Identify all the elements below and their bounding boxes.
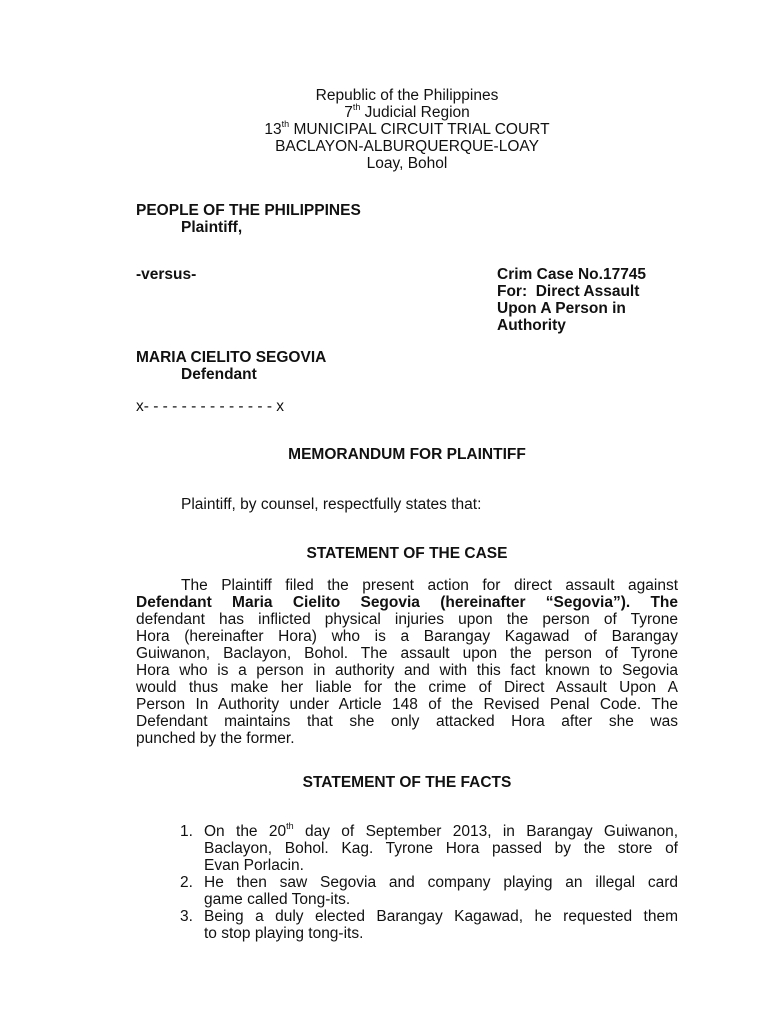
defendant-role: Defendant [181,366,257,383]
intro-text: Plaintiff, by counsel, respectfully states that: [181,496,482,513]
facts-list [136,820,679,942]
list-line: On the 20th day of September 2013, in Barangay Guiwanon, [204,820,679,840]
header-region: 7th Judicial Region [344,101,470,121]
header-municipalities: BACLAYON-ALBURQUERQUE-LOAY [275,138,539,155]
list-line: He then saw Segovia and company playing an illegal card [204,874,678,891]
paragraph-line: Defendant Maria Cielito Segovia (hereinafter “Segovia”). The [136,594,678,611]
list-number: 3. [180,908,193,925]
paragraph-line: Hora (hereinafter Hora) who is a Barangay Kagawad of Barangay [136,628,678,645]
case-line: Crim Case No.17745 [497,266,647,283]
paragraph-line: Person In Authority under Article 148 of the Revised Penal Code. The [136,696,678,713]
list-line: Evan Porlacin. [204,857,304,874]
list-item [136,820,679,874]
plaintiff-role: Plaintiff, [181,219,243,236]
court-header [0,87,768,172]
versus-label: -versus- [136,266,197,283]
header-republic: Republic of the Philippines [315,87,499,104]
paragraph-line: Defendant maintains that she only attacked Hora after she was [136,713,678,730]
plaintiff-name: PEOPLE OF THE PHILIPPINES [136,202,361,219]
case-heading: STATEMENT OF THE CASE [306,545,508,562]
paragraph-line: The Plaintiff filed the present action for direct assault against [181,577,678,594]
paragraph-line: would thus make her liable for the crime of Direct Assault Upon A [136,679,678,696]
list-line: to stop playing tong-its. [204,925,364,942]
case-line: Authority [497,317,566,334]
case-line: For: Direct Assault [497,283,640,300]
paragraph-line: Hora who is a person in authority and with this fact known to Segovia [136,662,678,679]
paragraph-line: Guiwanon, Baclayon, Bohol. The assault upon the person of Tyrone [136,645,678,662]
list-item [136,908,678,942]
list-line: Baclayon, Bohol. Kag. Tyrone Hora passed by the store of [204,840,678,857]
list-item [136,874,678,908]
case-number-block [497,266,646,334]
defendant-name: MARIA CIELITO SEGOVIA [136,349,327,366]
document-title: MEMORANDUM FOR PLAINTIFF [288,446,526,463]
caption-separator: x- - - - - - - - - - - - - - x [136,398,285,415]
case-paragraph [136,577,678,747]
paragraph-line: defendant has inflicted physical injuries upon the person of Tyrone [136,611,678,628]
paragraph-line: punched by the former. [136,730,295,747]
header-court: 13th MUNICIPAL CIRCUIT TRIAL COURT [264,118,550,138]
case-line: Upon A Person in [497,300,626,317]
list-number: 1. [180,823,193,840]
list-number: 2. [180,874,193,891]
list-line: Being a duly elected Barangay Kagawad, he requested them [204,908,678,925]
facts-heading: STATEMENT OF THE FACTS [302,774,512,791]
list-line: game called Tong-its. [204,891,351,908]
header-location: Loay, Bohol [366,155,448,172]
